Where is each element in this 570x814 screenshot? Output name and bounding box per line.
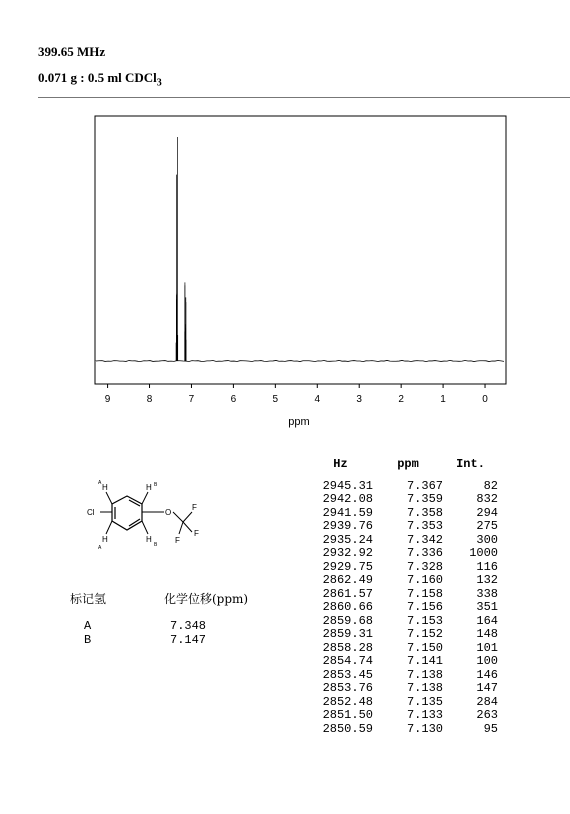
x-tick-label: 1 (440, 394, 446, 405)
atom-h-a-bottom: H (102, 535, 108, 544)
plot-border (95, 116, 506, 384)
hz-cell: 2932.92 (322, 546, 373, 560)
plot-axis (105, 384, 488, 405)
x-tick-label: 8 (146, 394, 153, 405)
x-axis-label: ppm (288, 416, 310, 428)
table-row (308, 655, 498, 669)
col-int-header: Int. (456, 457, 485, 471)
int-cell: 82 (483, 478, 498, 493)
x-tick-label: 5 (272, 394, 279, 405)
ppm-cell: 7.358 (406, 505, 443, 520)
table-row (308, 547, 498, 561)
ppm-cell: 7.138 (406, 667, 443, 682)
ppm-cell: 7.336 (406, 546, 443, 560)
int-cell: 284 (476, 694, 498, 709)
x-tick-label: 6 (230, 394, 237, 405)
hz-cell: 2861.57 (322, 586, 373, 601)
ppm-cell: 7.150 (406, 640, 443, 655)
int-cell: 164 (476, 613, 498, 628)
assignment-row-b (84, 633, 206, 647)
ppm-cell: 7.353 (406, 519, 443, 533)
atom-h-a-top: H (102, 483, 108, 492)
ppm-cell: 7.342 (406, 532, 443, 547)
plot-peaks (176, 137, 186, 361)
table-row (308, 642, 498, 656)
hz-cell: 2853.45 (322, 667, 373, 682)
atom-label-a-bottom: A (98, 545, 102, 551)
table-row (308, 615, 498, 629)
baseline (96, 360, 504, 361)
hz-cell: 2939.76 (322, 519, 373, 533)
assignment-shift-header: 化学位移(ppm) (164, 592, 249, 606)
int-cell: 100 (476, 654, 498, 668)
spectrometer-frequency: 399.65 MHz (38, 44, 106, 59)
peak-table (308, 458, 498, 736)
int-cell: 148 (476, 627, 498, 641)
x-tick-label: 7 (188, 394, 195, 405)
table-row (308, 696, 498, 710)
ppm-cell: 7.152 (406, 627, 443, 641)
table-row (308, 723, 498, 737)
molecule-structure (84, 474, 234, 574)
atom-label-b-bottom: B (154, 542, 158, 548)
col-ppm-header: ppm (397, 457, 419, 471)
table-row (308, 520, 498, 534)
int-cell: 147 (476, 681, 498, 695)
ppm-cell: 7.130 (406, 721, 443, 736)
col-hz-header: Hz (333, 457, 348, 471)
sample-prefix: 0.071 g : 0.5 ml CDCl (38, 70, 157, 85)
plot-frame (95, 116, 506, 384)
int-cell: 1000 (469, 546, 498, 560)
atom-cl: Cl (87, 508, 95, 517)
ppm-cell: 7.135 (406, 694, 443, 709)
sample-subscript: 3 (156, 77, 162, 89)
int-cell: 116 (476, 559, 498, 574)
hz-cell: 2945.31 (322, 478, 373, 493)
int-cell: 132 (476, 573, 498, 587)
int-cell: 294 (476, 505, 498, 520)
ppm-cell: 7.138 (406, 681, 443, 695)
int-cell: 146 (476, 667, 498, 682)
int-cell: 275 (476, 519, 498, 533)
atom-h-b-bottom: H (146, 535, 152, 544)
hz-cell: 2941.59 (322, 505, 373, 520)
hz-cell: 2858.28 (322, 640, 373, 655)
table-row (308, 561, 498, 575)
int-cell: 351 (476, 600, 498, 614)
assignment-row-a (84, 619, 206, 633)
hz-cell: 2852.48 (322, 694, 373, 709)
hz-cell: 2859.31 (322, 627, 373, 641)
table-row (308, 709, 498, 723)
table-row (308, 493, 498, 507)
hz-cell: 2851.50 (322, 708, 373, 722)
atom-o: O (165, 508, 172, 517)
table-row (308, 588, 498, 602)
table-row (308, 628, 498, 642)
table-row (308, 669, 498, 683)
int-cell: 263 (476, 708, 498, 722)
ppm-cell: 7.160 (406, 573, 443, 587)
assignment-shift: 7.147 (170, 633, 207, 647)
hz-cell: 2929.75 (322, 559, 373, 574)
table-row (308, 534, 498, 548)
peak-table-header (308, 458, 498, 480)
hz-cell: 2862.49 (322, 573, 373, 587)
benzene-ring (112, 496, 142, 530)
hz-cell: 2853.76 (322, 681, 373, 695)
int-cell: 832 (476, 492, 498, 506)
ppm-cell: 7.153 (406, 613, 443, 628)
x-tick-label: 4 (314, 394, 321, 405)
atom-f-3: F (175, 536, 180, 545)
ppm-cell: 7.158 (406, 586, 443, 601)
atom-h-b-top: H (146, 483, 152, 492)
int-cell: 300 (476, 532, 498, 547)
atom-label-a-top: A (98, 480, 102, 486)
x-tick-label: 9 (104, 394, 111, 405)
atom-label-b-top: B (154, 482, 158, 488)
x-tick-label: 2 (398, 394, 404, 405)
hz-cell: 2854.74 (322, 654, 373, 668)
table-row (308, 507, 498, 521)
ppm-cell: 7.367 (406, 478, 443, 493)
table-row (308, 574, 498, 588)
hz-cell: 2942.08 (322, 492, 373, 506)
int-cell: 95 (483, 721, 498, 736)
assignment-shift: 7.348 (170, 619, 207, 633)
table-row (308, 682, 498, 696)
x-tick-label: 3 (356, 394, 362, 405)
ppm-cell: 7.141 (406, 654, 443, 668)
atom-f-1: F (192, 503, 197, 512)
assignment-label: B (84, 633, 92, 647)
ppm-cell: 7.133 (406, 708, 443, 722)
assignment-label: A (84, 619, 92, 633)
table-row (308, 480, 498, 494)
hz-cell: 2935.24 (322, 532, 373, 547)
table-row (308, 601, 498, 615)
hz-cell: 2859.68 (322, 613, 373, 628)
ppm-cell: 7.359 (406, 492, 443, 506)
ppm-cell: 7.156 (406, 600, 443, 614)
peak-table-body (308, 480, 498, 737)
int-cell: 101 (476, 640, 498, 655)
int-cell: 338 (476, 586, 498, 601)
hz-cell: 2860.66 (322, 600, 373, 614)
hz-cell: 2850.59 (322, 721, 373, 736)
x-tick-label: 0 (482, 394, 488, 405)
ppm-cell: 7.328 (406, 559, 443, 574)
atom-f-2: F (194, 529, 199, 538)
assignment-label-header: 标记氢 (70, 592, 107, 606)
bonds (100, 492, 192, 534)
